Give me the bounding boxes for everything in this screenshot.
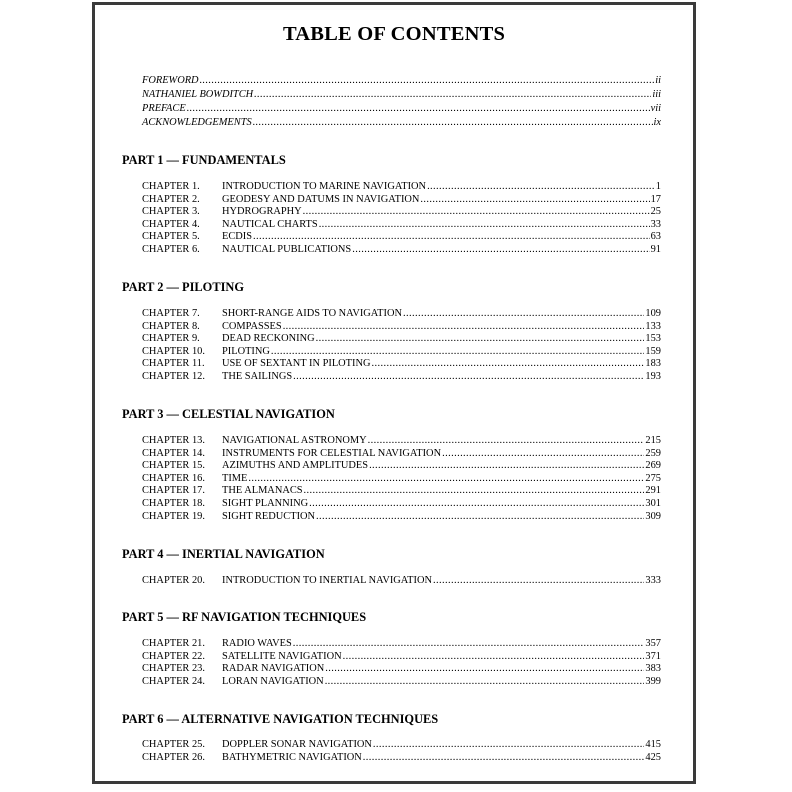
leader-dots [303,205,650,218]
chapter-number: CHAPTER 23. [142,663,205,674]
chapter-title: LORAN NAVIGATION [222,676,324,687]
chapter-title: SIGHT REDUCTION [222,511,316,522]
chapter-page: 269 [645,460,661,471]
leader-dots [427,180,655,193]
chapter-page: 159 [645,346,661,357]
chapter-title: THE ALMANACS [222,485,303,496]
chapter-number: CHAPTER 5. [142,231,200,242]
chapter-title: RADAR NAVIGATION [222,663,325,674]
toc-page [92,2,696,784]
chapter-title: SIGHT PLANNING [222,498,309,509]
leader-dots [253,116,653,129]
chapter-page: 383 [645,663,661,674]
chapter-number: CHAPTER 26. [142,752,205,763]
leader-dots [304,484,645,497]
chapter-page: 371 [645,651,661,662]
front-matter-entry [142,88,661,101]
chapter-page: 309 [645,511,661,522]
leader-dots [363,751,645,764]
chapter-title: HYDROGRAPHY [222,206,302,217]
leader-dots [293,370,644,383]
chapter-title: TIME [222,473,248,484]
chapter-entry [142,434,661,447]
entry-page: ix [653,117,661,128]
chapter-number: CHAPTER 21. [142,638,205,649]
leader-dots [371,357,644,370]
leader-dots [254,88,651,101]
leader-dots [325,675,645,688]
chapter-entry [142,484,661,497]
chapter-number: CHAPTER 16. [142,473,205,484]
chapter-number: CHAPTER 22. [142,651,205,662]
leader-dots [373,738,645,751]
chapter-entry [142,243,661,256]
chapter-page: 425 [645,752,661,763]
chapter-title: GEODESY AND DATUMS IN NAVIGATION [222,194,420,205]
chapter-page: 17 [650,194,661,205]
chapter-title: BATHYMETRIC NAVIGATION [222,752,362,763]
chapter-title: THE SAILINGS [222,371,293,382]
part-heading: PART 6 — ALTERNATIVE NAVIGATION TECHNIQUES [122,712,439,726]
chapter-entry [142,205,661,218]
chapter-number: CHAPTER 3. [142,206,200,217]
leader-dots [433,574,644,587]
chapter-page: 63 [650,231,661,242]
leader-dots [200,74,655,87]
chapter-number: CHAPTER 15. [142,460,205,471]
leader-dots [309,497,644,510]
chapter-page: 259 [645,448,661,459]
part-heading: PART 4 — INERTIAL NAVIGATION [122,547,325,561]
chapter-entry [142,370,661,383]
chapter-title: RADIO WAVES [222,638,292,649]
chapter-page: 215 [645,435,661,446]
chapter-entry [142,675,661,688]
chapter-title: INSTRUMENTS FOR CELESTIAL NAVIGATION [222,448,442,459]
entry-page: iii [652,89,661,100]
chapter-entry [142,637,661,650]
chapter-entry [142,332,661,345]
part-heading: PART 5 — RF NAVIGATION TECHNIQUES [122,610,367,624]
part-heading: PART 2 — PILOTING [122,280,244,294]
chapter-entry [142,738,661,751]
entry-title: ACKNOWLEDGEMENTS [142,117,252,128]
chapter-page: 109 [645,308,661,319]
front-matter-entry [142,74,661,87]
entry-title: NATHANIEL BOWDITCH [142,89,254,100]
leader-dots [325,662,644,675]
chapter-page: 275 [645,473,661,484]
front-matter-entry [142,102,661,115]
leader-dots [368,434,645,447]
chapter-number: CHAPTER 14. [142,448,205,459]
chapter-number: CHAPTER 25. [142,739,205,750]
chapter-title: USE OF SEXTANT IN PILOTING [222,358,371,369]
chapter-entry [142,574,661,587]
chapter-number: CHAPTER 2. [142,194,200,205]
chapter-title: COMPASSES [222,321,282,332]
chapter-title: NAVIGATIONAL ASTRONOMY [222,435,367,446]
chapter-page: 291 [645,485,661,496]
chapter-page: 333 [645,575,661,586]
leader-dots [187,102,650,115]
chapter-number: CHAPTER 6. [142,244,200,255]
leader-dots [369,459,644,472]
leader-dots [293,637,645,650]
chapter-page: 153 [645,333,661,344]
page-title: TABLE OF CONTENTS [282,23,506,45]
chapter-entry [142,357,661,370]
chapter-page: 1 [655,181,661,192]
chapter-number: CHAPTER 20. [142,575,205,586]
chapter-title: INTRODUCTION TO INERTIAL NAVIGATION [222,575,432,586]
chapter-entry [142,510,661,523]
leader-dots [352,243,649,256]
chapter-title: DEAD RECKONING [222,333,315,344]
chapter-number: CHAPTER 19. [142,511,205,522]
chapter-number: CHAPTER 10. [142,346,205,357]
chapter-number: CHAPTER 9. [142,333,200,344]
chapter-entry [142,751,661,764]
chapter-page: 183 [645,358,661,369]
chapter-entry [142,307,661,320]
chapter-entry [142,497,661,510]
leader-dots [253,230,650,243]
chapter-number: CHAPTER 11. [142,358,205,369]
chapter-page: 193 [645,371,661,382]
chapter-number: CHAPTER 8. [142,321,200,332]
chapter-page: 399 [645,676,661,687]
chapter-title: SHORT-RANGE AIDS TO NAVIGATION [222,308,402,319]
chapter-entry [142,459,661,472]
leader-dots [316,510,644,523]
chapter-page: 91 [650,244,661,255]
chapter-entry [142,662,661,675]
chapter-number: CHAPTER 4. [142,219,200,230]
chapter-number: CHAPTER 1. [142,181,200,192]
chapter-page: 33 [650,219,661,230]
chapter-title: INTRODUCTION TO MARINE NAVIGATION [222,181,427,192]
chapter-title: SATELLITE NAVIGATION [222,651,342,662]
chapter-title: PILOTING [222,346,270,357]
chapter-title: DOPPLER SONAR NAVIGATION [222,739,372,750]
chapter-number: CHAPTER 13. [142,435,205,446]
chapter-title: NAUTICAL CHARTS [222,219,318,230]
chapter-title: AZIMUTHS AND AMPLITUDES [222,460,369,471]
leader-dots [403,307,644,320]
chapter-page: 301 [645,498,661,509]
chapter-number: CHAPTER 7. [142,308,200,319]
chapter-number: CHAPTER 12. [142,371,205,382]
chapter-page: 133 [645,321,661,332]
entry-title: FOREWORD [142,75,199,86]
chapter-title: ECDIS [222,231,253,242]
chapter-entry [142,230,661,243]
chapter-page: 357 [645,638,661,649]
chapter-number: CHAPTER 24. [142,676,205,687]
part-heading: PART 1 — FUNDAMENTALS [122,153,286,167]
entry-page: vii [650,103,661,114]
leader-dots [316,332,645,345]
chapter-number: CHAPTER 18. [142,498,205,509]
chapter-entry [142,180,661,193]
front-matter-entry [142,116,661,129]
chapter-title: NAUTICAL PUBLICATIONS [222,244,352,255]
entry-page: ii [655,75,661,86]
entry-title: PREFACE [142,103,186,114]
chapter-page: 25 [650,206,661,217]
part-heading: PART 3 — CELESTIAL NAVIGATION [122,407,335,421]
chapter-number: CHAPTER 17. [142,485,205,496]
chapter-page: 415 [645,739,661,750]
